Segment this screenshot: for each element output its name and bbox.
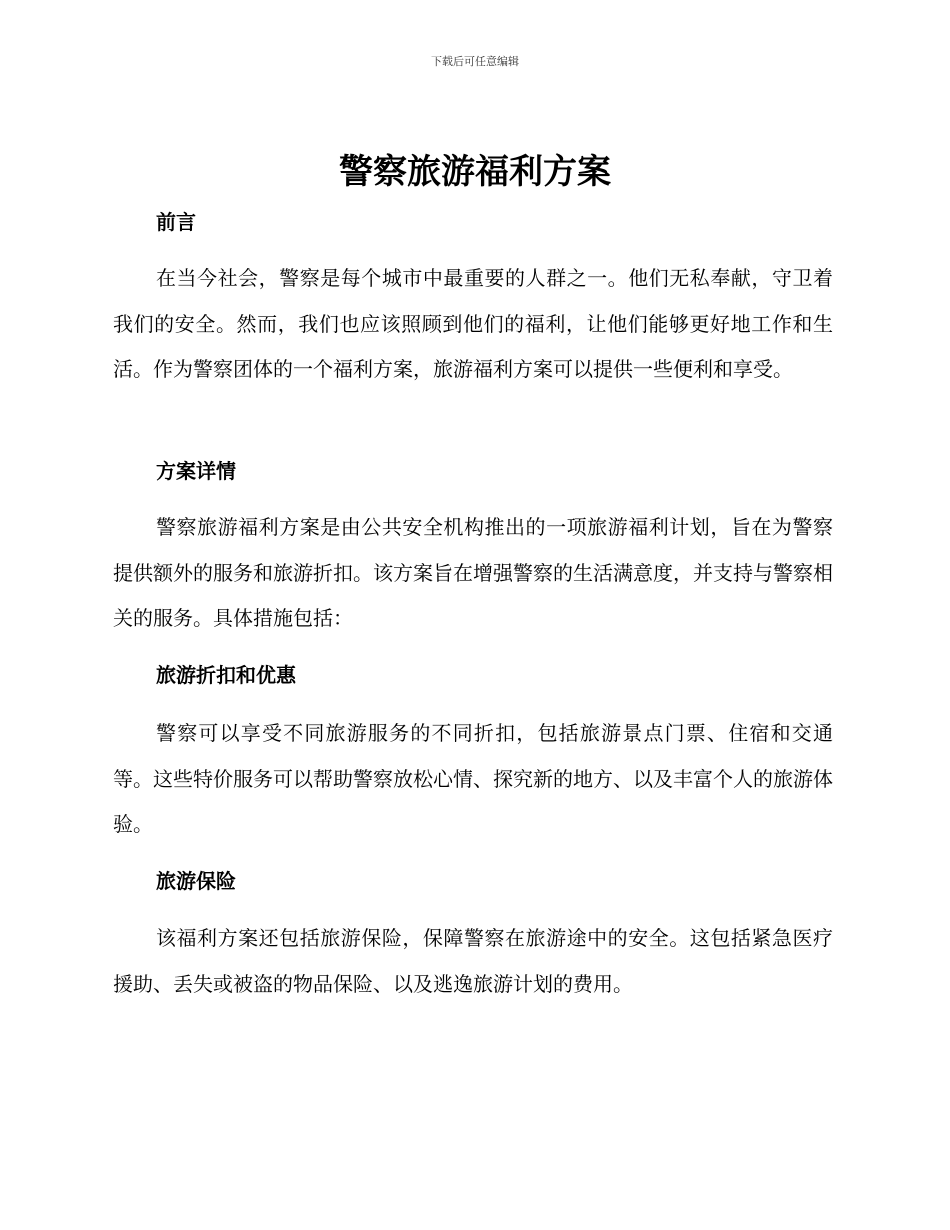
- section-heading-plan-details: 方案详情: [156, 459, 236, 483]
- section-body-insurance: 该福利方案还包括旅游保险，保障警察在旅游途中的安全。这包括紧急医疗援助、丢失或被盗的物品保险、以及逃逸旅游计划的费用。: [113, 926, 833, 996]
- section-heading-discounts: 旅游折扣和优惠: [156, 663, 296, 687]
- section-heading-preface: 前言: [156, 210, 196, 234]
- section-heading-insurance: 旅游保险: [156, 869, 236, 893]
- section-body-discounts: 警察可以享受不同旅游服务的不同折扣，包括旅游景点门票、住宿和交通等。这些特价服务可以帮助警察放松心情、探究新的地方、以及丰富个人的旅游体验。: [113, 721, 833, 836]
- page-header-note: 下载后可任意编辑: [431, 55, 519, 68]
- section-body-plan-details: 警察旅游福利方案是由公共安全机构推出的一项旅游福利计划，旨在为警察提供额外的服务和旅游折扣。该方案旨在增强警察的生活满意度，并支持与警察相关的服务。具体措施包括：: [113, 515, 833, 630]
- document-title: 警察旅游福利方案: [339, 152, 611, 192]
- section-body-preface: 在当今社会，警察是每个城市中最重要的人群之一。他们无私奉献，守卫着我们的安全。然而，我们也应该照顾到他们的福利，让他们能够更好地工作和生活。作为警察团体的一个福利方案，旅游福利方案可以提供一些便利和享受。: [113, 266, 833, 381]
